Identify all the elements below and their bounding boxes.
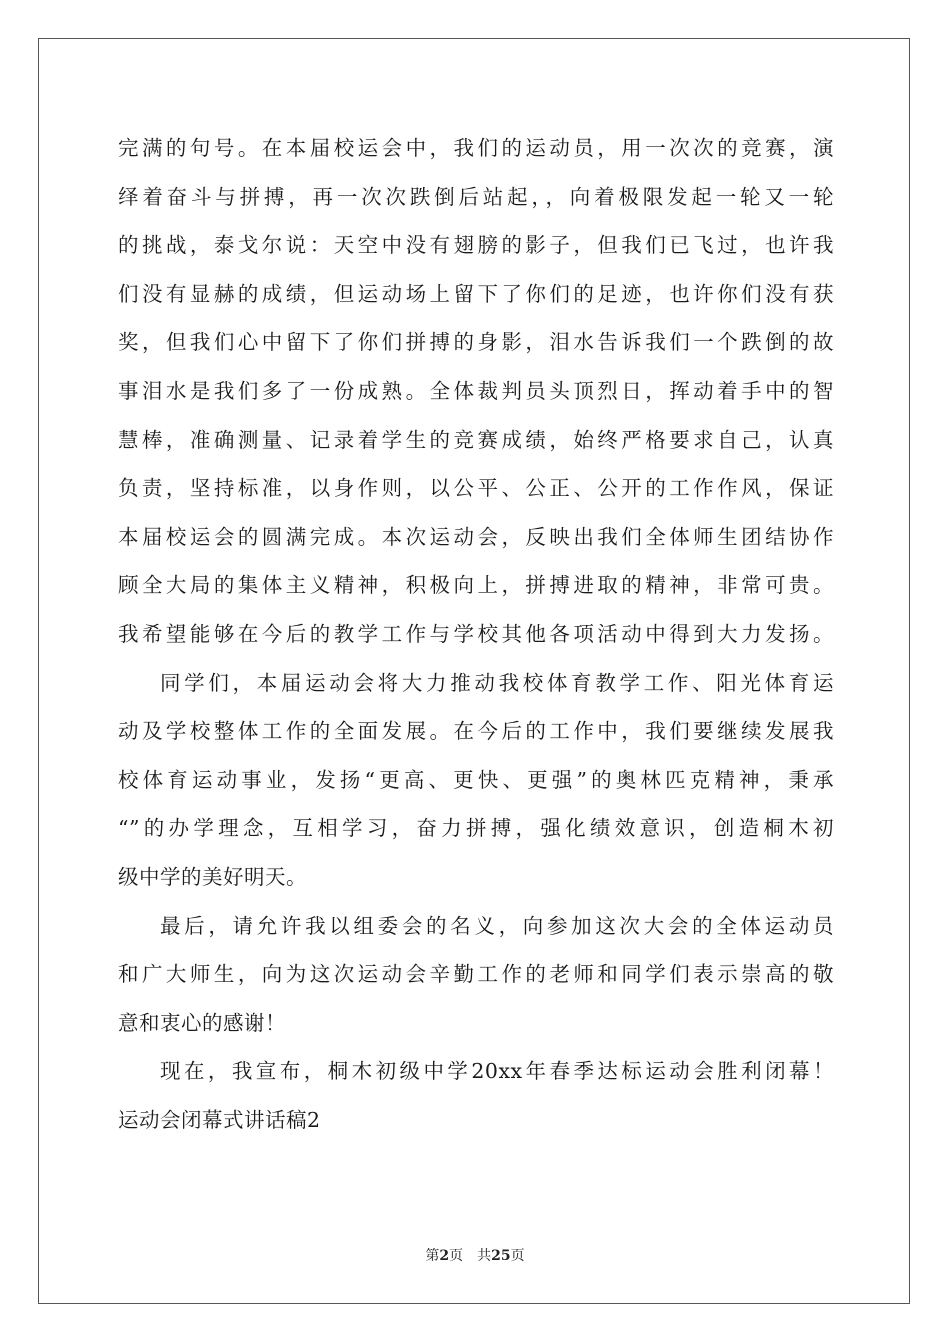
footer-total-pages: 25 (491, 1248, 511, 1264)
text-line: 慧棒，准确测量、记录着学生的竞赛成绩，始终严格要求自己，认真 (118, 427, 834, 452)
text-line: 动及学校整体工作的全面发展。在今后的工作中，我们要继续发展我 (118, 719, 834, 744)
text-line: 级中学的美好明天。 (118, 864, 307, 889)
text-line: 和广大师生，向为这次运动会辛勤工作的老师和同学们表示崇高的敬 (118, 962, 834, 987)
text-line: “”的办学理念，互相学习，奋力拼搏，强化绩效意识，创造桐木初 (118, 816, 834, 841)
text-line: 现在，我宣布，桐木初级中学20xx年春季达标运动会胜利闭幕！ (160, 1059, 834, 1084)
text-line: 绎着奋斗与拼搏，再一次次跌倒后站起，，向着极限发起一轮又一轮 (118, 184, 834, 209)
text-line: 完满的句号。在本届校运会中，我们的运动员，用一次次的竞赛，演 (118, 136, 834, 160)
text-line: 事泪水是我们多了一份成熟。全体裁判员头顶烈日，挥动着手中的智 (118, 378, 834, 403)
text-line: 我希望能够在今后的教学工作与学校其他各项活动中得到大力发扬。 (118, 621, 834, 646)
text-line: 同学们，本届运动会将大力推动我校体育教学工作、阳光体育运 (160, 670, 834, 695)
footer-total-suffix: 页 (510, 1248, 525, 1264)
footer-page-suffix: 页 (449, 1248, 464, 1264)
text-line: 校体育运动事业，发扬“更高、更快、更强”的奥林匹克精神，秉承 (118, 767, 834, 792)
footer-page-prefix: 第 (425, 1248, 440, 1264)
text-line: 顾全大局的集体主义精神，积极向上，拼搏进取的精神，非常可贵。 (118, 573, 834, 598)
text-line: 意和衷心的感谢！ (118, 1010, 286, 1035)
text-line: 最后，请允许我以组委会的名义，向参加这次大会的全体运动员 (160, 913, 834, 938)
text-line: 负责，坚持标准，以身作则，以公平、公正、公开的工作作风，保证 (118, 476, 834, 501)
text-line: 本届校运会的圆满完成。本次运动会，反映出我们全体师生团结协作 (118, 524, 834, 549)
text-line: 运动会闭幕式讲话稿2 (118, 1107, 321, 1132)
text-line: 奖，但我们心中留下了你们拼搏的身影，泪水告诉我们一个跌倒的故 (118, 330, 834, 355)
text-line: 的挑战，泰戈尔说：天空中没有翅膀的影子，但我们已飞过，也许我 (118, 233, 834, 258)
page-footer (0, 1246, 950, 1266)
text-line: 们没有显赫的成绩，但运动场上留下了你们的足迹，也许你们没有获 (118, 281, 834, 306)
footer-page-number: 2 (439, 1248, 450, 1264)
footer-total-prefix: 共 (477, 1248, 492, 1264)
document-body (118, 124, 834, 1144)
